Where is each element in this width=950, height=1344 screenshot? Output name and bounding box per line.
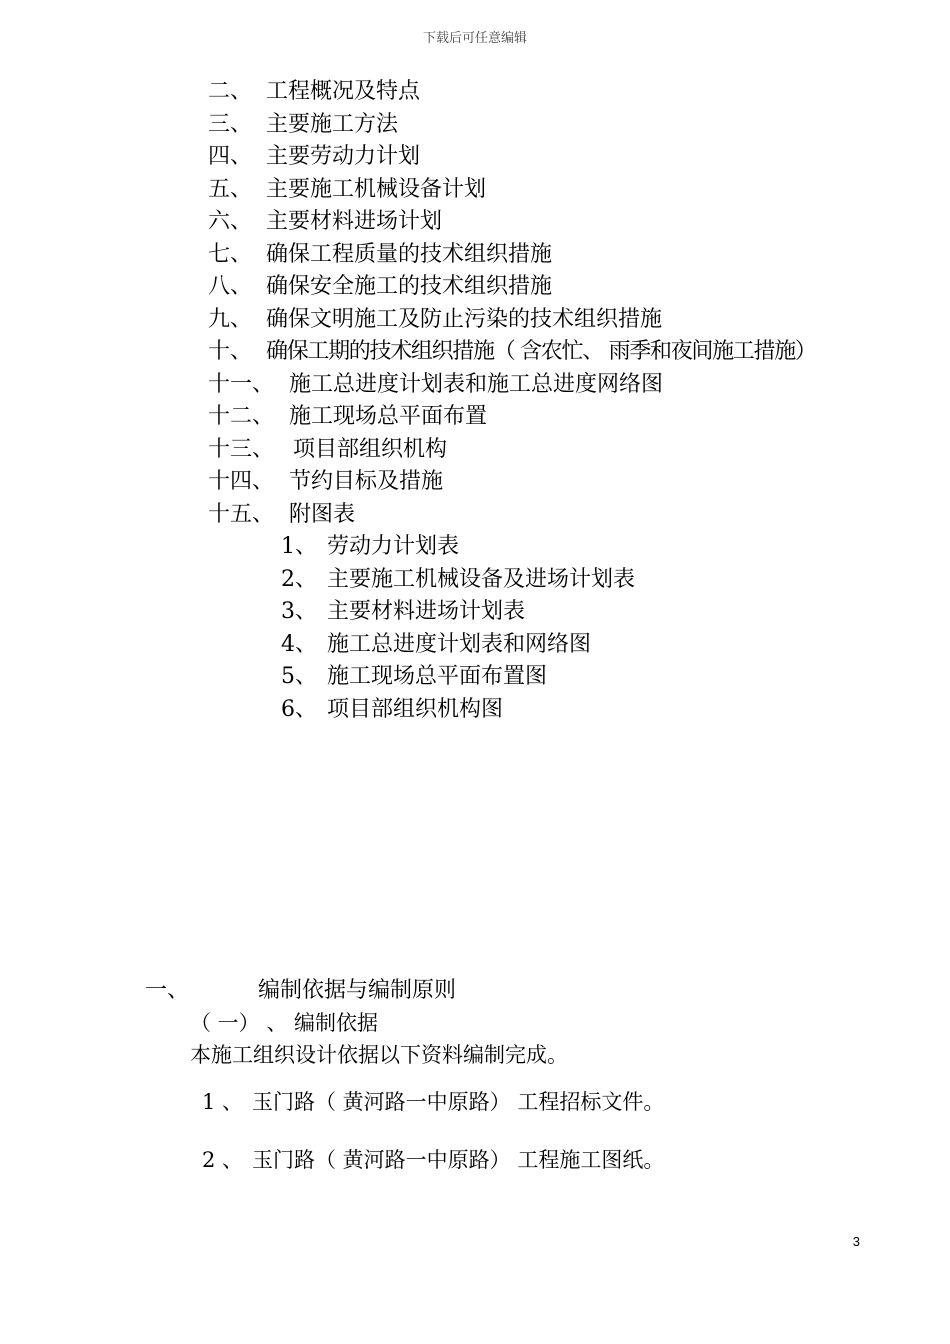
appendix-title: 施工现场总平面布置图 <box>327 664 548 689</box>
toc-item <box>208 77 420 107</box>
toc-title: 施工总进度计划表和施工总进度网络图 <box>289 372 664 397</box>
appendix-title: 主要材料进场计划表 <box>327 599 526 624</box>
toc-title: 主要施工机械设备计划 <box>266 177 487 202</box>
toc-item <box>208 467 443 497</box>
toc-title: 主要劳动力计划 <box>266 144 421 169</box>
toc-item <box>208 402 487 432</box>
toc-number: 八、 <box>208 274 253 299</box>
toc-item <box>208 500 355 530</box>
toc-title: 施工现场总平面布置 <box>289 404 488 429</box>
toc-item <box>208 207 442 237</box>
appendix-item <box>281 532 459 562</box>
appendix-title: 施工总进度计划表和网络图 <box>327 632 592 657</box>
toc-title: 主要材料进场计划 <box>266 209 443 234</box>
toc-number: 四、 <box>208 144 253 169</box>
toc-number: 三、 <box>208 112 253 137</box>
toc-item <box>208 305 662 335</box>
appendix-title: 项目部组织机构图 <box>327 697 504 722</box>
appendix-item <box>281 597 525 627</box>
toc-number: 九、 <box>208 307 253 332</box>
toc-number: 二、 <box>208 79 253 104</box>
toc-item <box>208 175 486 205</box>
toc-item <box>208 435 447 465</box>
appendix-number: 4、 <box>281 632 317 657</box>
toc-number: 十四、 <box>208 469 275 494</box>
appendix-number: 3、 <box>281 599 317 624</box>
toc-number: 十、 <box>208 339 253 364</box>
basis-number: 1 、 <box>202 1090 244 1114</box>
appendix-title: 主要施工机械设备及进场计划表 <box>327 567 636 592</box>
toc-number: 十三、 <box>208 437 275 462</box>
appendix-title: 劳动力计划表 <box>327 534 460 559</box>
toc-item <box>208 142 420 172</box>
appendix-item <box>281 662 547 692</box>
toc-title: 项目部组织机构 <box>293 437 448 462</box>
intro-paragraph: 本施工组织设计依据以下资料编制完成。 <box>190 1043 568 1067</box>
basis-number: 2 、 <box>202 1148 244 1172</box>
toc-item <box>208 272 552 302</box>
page-number: 3 <box>852 1234 860 1249</box>
toc-title: 确保文明施工及防止污染的技术组织措施 <box>266 307 663 332</box>
basis-item <box>202 1087 664 1117</box>
appendix-number: 2、 <box>281 567 317 592</box>
toc-item <box>208 370 663 400</box>
toc-number: 十一、 <box>208 372 275 397</box>
toc-number: 五、 <box>208 177 253 202</box>
toc-title: 工程概况及特点 <box>266 79 421 104</box>
section-title: 编制依据与编制原则 <box>258 978 457 1003</box>
appendix-number: 5、 <box>281 664 317 689</box>
toc-number: 十五、 <box>208 502 275 527</box>
subsection-number: （ 一） 、 <box>190 1011 288 1035</box>
toc-item <box>208 337 816 367</box>
toc-title: 节约目标及措施 <box>289 469 444 494</box>
toc-number: 七、 <box>208 242 253 267</box>
subsection-heading <box>190 1008 378 1038</box>
toc-number: 十二、 <box>208 404 275 429</box>
appendix-item <box>281 565 635 595</box>
toc-title: 附图表 <box>289 502 356 527</box>
appendix-item <box>281 630 591 660</box>
toc-title: 确保工期的技术组织措施（ 含农忙、 雨季和夜间施工措施） <box>266 339 816 364</box>
basis-text: 玉门路（ 黄河路一中原路） 工程施工图纸。 <box>252 1148 665 1172</box>
basis-text: 玉门路（ 黄河路一中原路） 工程招标文件。 <box>252 1090 665 1114</box>
toc-number: 六、 <box>208 209 253 234</box>
basis-item <box>202 1145 664 1175</box>
toc-title: 确保工程质量的技术组织措施 <box>266 242 553 267</box>
section-number: 一、 <box>145 978 190 1003</box>
page-header: 下载后可任意编辑 <box>422 31 527 46</box>
appendix-number: 6、 <box>281 697 317 722</box>
section-heading <box>145 976 456 1006</box>
toc-title: 确保安全施工的技术组织措施 <box>266 274 553 299</box>
appendix-item <box>281 695 503 725</box>
appendix-number: 1、 <box>281 534 317 559</box>
subsection-title: 编制依据 <box>294 1011 378 1035</box>
toc-item <box>208 110 398 140</box>
toc-title: 主要施工方法 <box>266 112 399 137</box>
toc-item <box>208 240 552 270</box>
